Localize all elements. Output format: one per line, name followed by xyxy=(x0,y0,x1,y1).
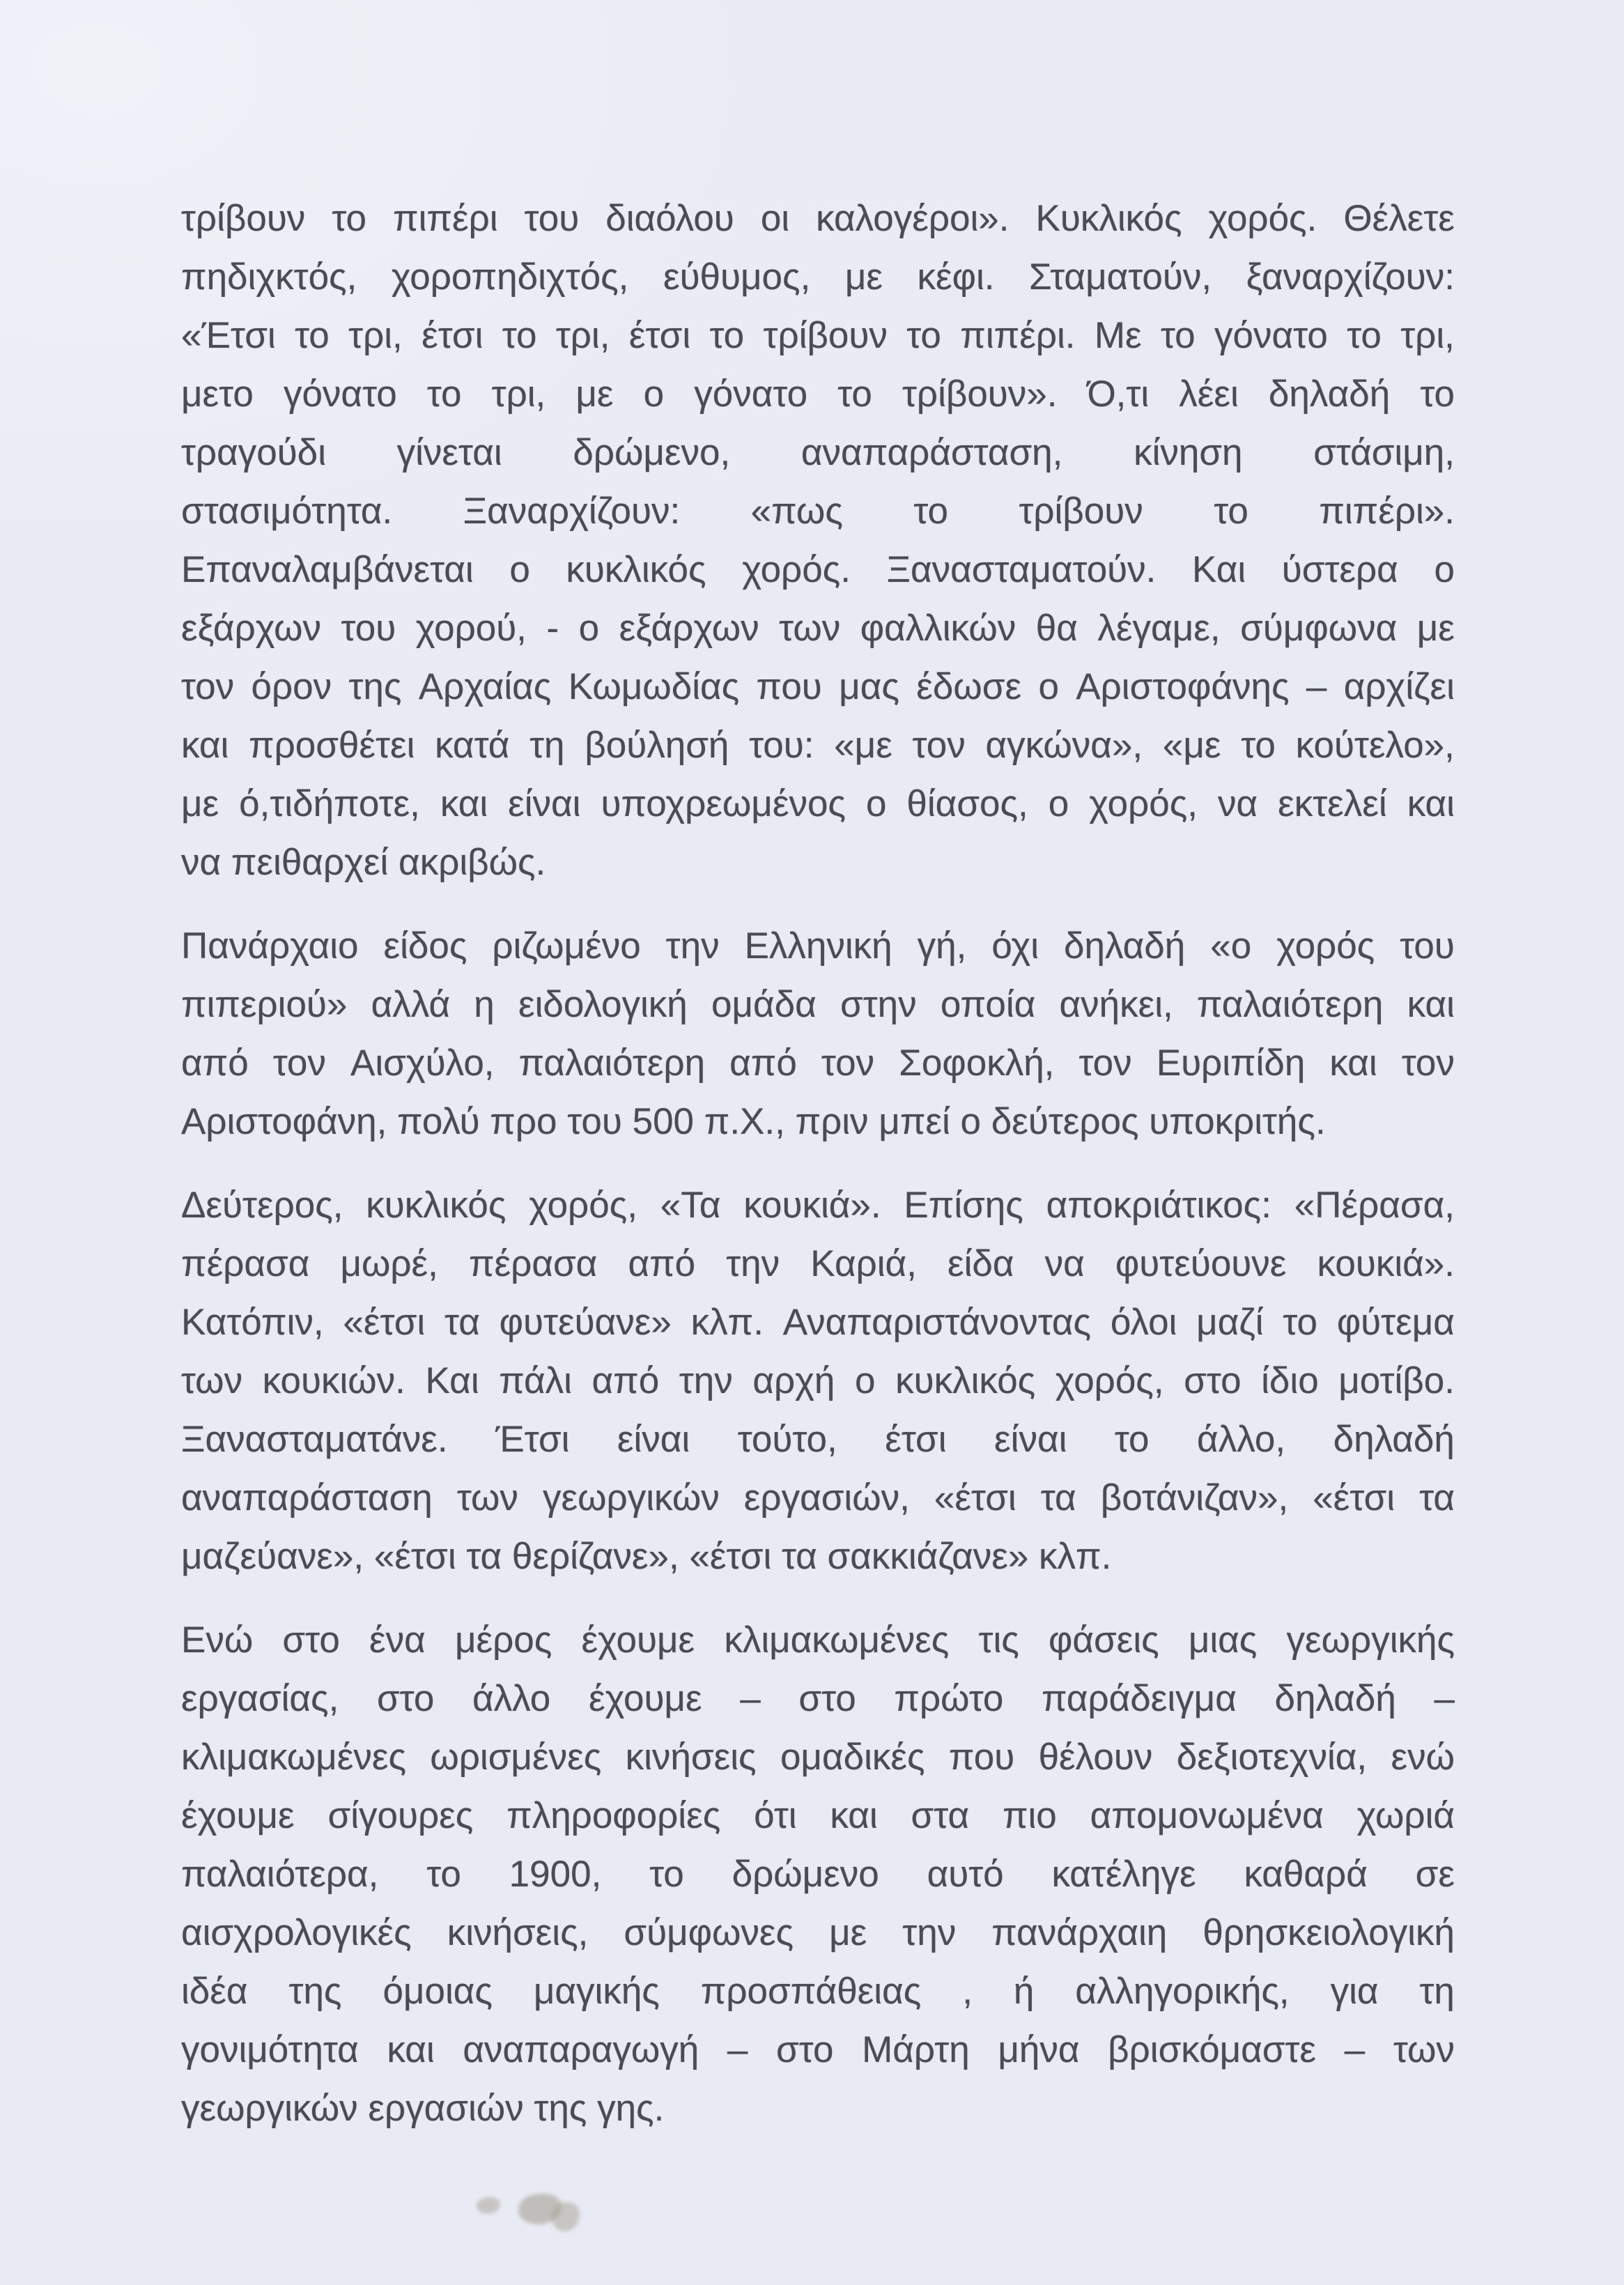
text-line: πιπεριού» αλλά η ειδολογική ομάδα στην οποία ανήκει, παλαιότερη και xyxy=(181,984,1455,1025)
text-line: Ενώ στο ένα μέρος έχουμε κλιμακωμένες τις φάσεις μιας γεωργικής xyxy=(181,1619,1455,1661)
text-line: Κατόπιν, «έτσι τα φυτεύανε» κλπ. Αναπαριστάνοντας όλοι μαζί το φύτεμα xyxy=(181,1302,1455,1343)
document-text xyxy=(181,190,1455,2138)
text-line: μαζεύανε», «έτσι τα θερίζανε», «έτσι τα σακκιάζανε» κλπ. xyxy=(181,1536,1112,1577)
text-line: Δεύτερος, κυκλικός χορός, «Τα κουκιά». Επίσης αποκριάτικος: «Πέρασα, xyxy=(181,1185,1455,1226)
text-line: γεωργικών εργασιών της γης. xyxy=(181,2088,665,2129)
text-line: πηδιχκτός, χοροπηδιχτός, εύθυμος, με κέφι. Σταματούν, ξαναρχίζουν: xyxy=(181,256,1455,298)
text-line: Πανάρχαιο είδος ριζωμένο την Ελληνική γή, όχι δηλαδή «ο χορός του xyxy=(181,925,1455,967)
text-line: ιδέα της όμοιας μαγικής προσπάθειας , ή αλληγορικής, για τη xyxy=(181,1971,1455,2012)
text-line: κλιμακωμένες ωρισμένες κινήσεις ομαδικές που θέλουν δεξιοτεχνία, ενώ xyxy=(181,1737,1455,1778)
text-line: αναπαράσταση των γεωργικών εργασιών, «έτσι τα βοτάνιζαν», «έτσι τα xyxy=(181,1477,1455,1518)
text-line: και προσθέτει κατά τη βούλησή του: «με τον αγκώνα», «με το κούτελο», xyxy=(181,725,1455,766)
text-line: εργασίας, στο άλλο έχουμε – στο πρώτο παράδειγμα δηλαδή – xyxy=(181,1678,1455,1719)
dirt-smudge xyxy=(477,2197,500,2214)
text-line: στασιμότητα. Ξαναρχίζουν: «πως το τρίβουν το πιπέρι». xyxy=(181,491,1455,532)
text-line: τραγούδι γίνεται δρώμενο, αναπαράσταση, κίνηση στάσιμη, xyxy=(181,432,1455,473)
text-line: Ξανασταματάνε. Έτσι είναι τούτο, έτσι είναι το άλλο, δηλαδή xyxy=(181,1419,1455,1460)
text-line: Αριστοφάνη, πολύ προ του 500 π.Χ., πριν μπεί ο δεύτερος υποκριτής. xyxy=(181,1101,1326,1142)
text-line: τρίβουν το πιπέρι του διαόλου οι καλογέροι». Κυκλικός χορός. Θέλετε xyxy=(181,198,1455,239)
text-line: γονιμότητα και αναπαραγωγή – στο Μάρτη μήνα βρισκόμαστε – των xyxy=(181,2029,1455,2070)
text-line: τον όρον της Αρχαίας Κωμωδίας που μας έδωσε ο Αριστοφάνης – αρχίζει xyxy=(181,666,1455,707)
text-line: έχουμε σίγουρες πληροφορίες ότι και στα πιο απομονωμένα χωριά xyxy=(181,1795,1455,1836)
text-line: των κουκιών. Και πάλι από την αρχή ο κυκλικός χορός, στο ίδιο μοτίβο. xyxy=(181,1360,1455,1401)
text-line: μετο γόνατο το τρι, με ο γόνατο το τρίβουν». Ό,τι λέει δηλαδή το xyxy=(181,374,1455,415)
text-line: να πειθαρχεί ακριβώς. xyxy=(181,842,546,883)
text-line: με ό,τιδήποτε, και είναι υποχρεωμένος ο θίασος, ο χορός, να εκτελεί και xyxy=(181,783,1455,824)
dirt-smudge xyxy=(552,2202,580,2231)
text-line: Επαναλαμβάνεται ο κυκλικός χορός. Ξανασταματούν. Και ύστερα ο xyxy=(181,549,1455,590)
paragraph xyxy=(181,1176,1455,1586)
text-line: εξάρχων του χορού, - ο εξάρχων των φαλλικών θα λέγαμε, σύμφωνα με xyxy=(181,608,1455,649)
text-line: παλαιότερα, το 1900, το δρώμενο αυτό κατέληγε καθαρά σε xyxy=(181,1854,1455,1895)
paragraph xyxy=(181,190,1455,892)
text-line: από τον Αισχύλο, παλαιότερη από τον Σοφοκλή, τον Ευριπίδη και τον xyxy=(181,1043,1455,1084)
paragraph xyxy=(181,917,1455,1151)
paragraph xyxy=(181,1611,1455,2138)
text-line: πέρασα μωρέ, πέρασα από την Καριά, είδα να φυτεύουνε κουκιά». xyxy=(181,1243,1455,1284)
text-line: αισχρολογικές κινήσεις, σύμφωνες με την πανάρχαιη θρησκειολογική xyxy=(181,1912,1455,1953)
text-line: «Έτσι το τρι, έτσι το τρι, έτσι το τρίβουν το πιπέρι. Με το γόνατο το τρι, xyxy=(181,315,1455,356)
